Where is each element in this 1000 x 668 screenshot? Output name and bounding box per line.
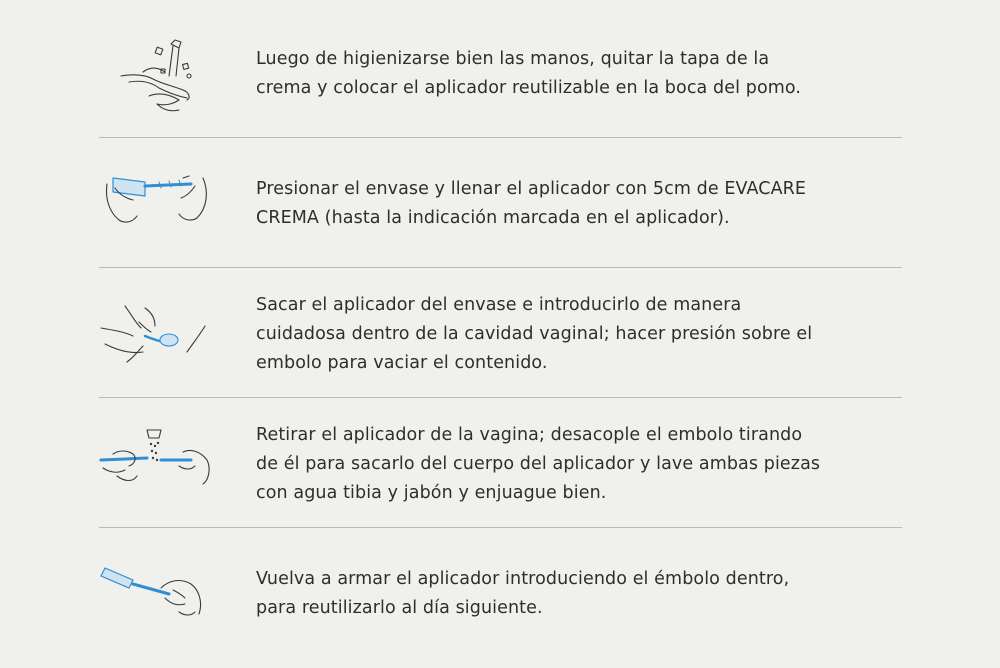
insert-applicator-icon	[99, 292, 215, 372]
step-5-text	[256, 565, 876, 623]
step-4-line-2: de él para sacarlo del cuerpo del aplicador y lave ambas piezas	[256, 454, 821, 474]
step-1-text	[256, 45, 876, 103]
wash-applicator-icon	[99, 424, 215, 504]
hand-washing-icon	[99, 36, 215, 116]
step-2-text	[256, 175, 876, 233]
step-2-line-2: CREMA (hasta la indicación marcada en el aplicador).	[256, 208, 730, 228]
step-3	[99, 268, 902, 398]
step-4-line-3: con agua tibia y jabón y enjuague bien.	[256, 483, 607, 503]
reassemble-applicator-icon	[99, 558, 215, 638]
step-3-line-1: Sacar el aplicador del envase e introducirlo de manera	[256, 295, 742, 315]
fill-applicator-icon	[99, 164, 215, 244]
step-4-line-1: Retirar el aplicador de la vagina; desacople el embolo tirando	[256, 425, 803, 445]
step-1-line-1: Luego de higienizarse bien las manos, quitar la tapa de la	[256, 49, 770, 69]
step-2-line-1: Presionar el envase y llenar el aplicador con 5cm de EVACARE	[256, 179, 807, 199]
step-5-line-1: Vuelva a armar el aplicador introduciendo el émbolo dentro,	[256, 569, 790, 589]
step-1-line-2: crema y colocar el aplicador reutilizable en la boca del pomo.	[256, 78, 802, 98]
step-3-text	[256, 291, 876, 378]
step-4	[99, 398, 902, 528]
step-4-text	[256, 421, 876, 508]
step-5-line-2: para reutilizarlo al día siguiente.	[256, 598, 543, 618]
step-5	[99, 528, 902, 658]
step-2	[99, 138, 902, 268]
step-3-line-3: embolo para vaciar el contenido.	[256, 353, 548, 373]
step-3-line-2: cuidadosa dentro de la cavidad vaginal; hacer presión sobre el	[256, 324, 813, 344]
step-1	[99, 8, 902, 138]
